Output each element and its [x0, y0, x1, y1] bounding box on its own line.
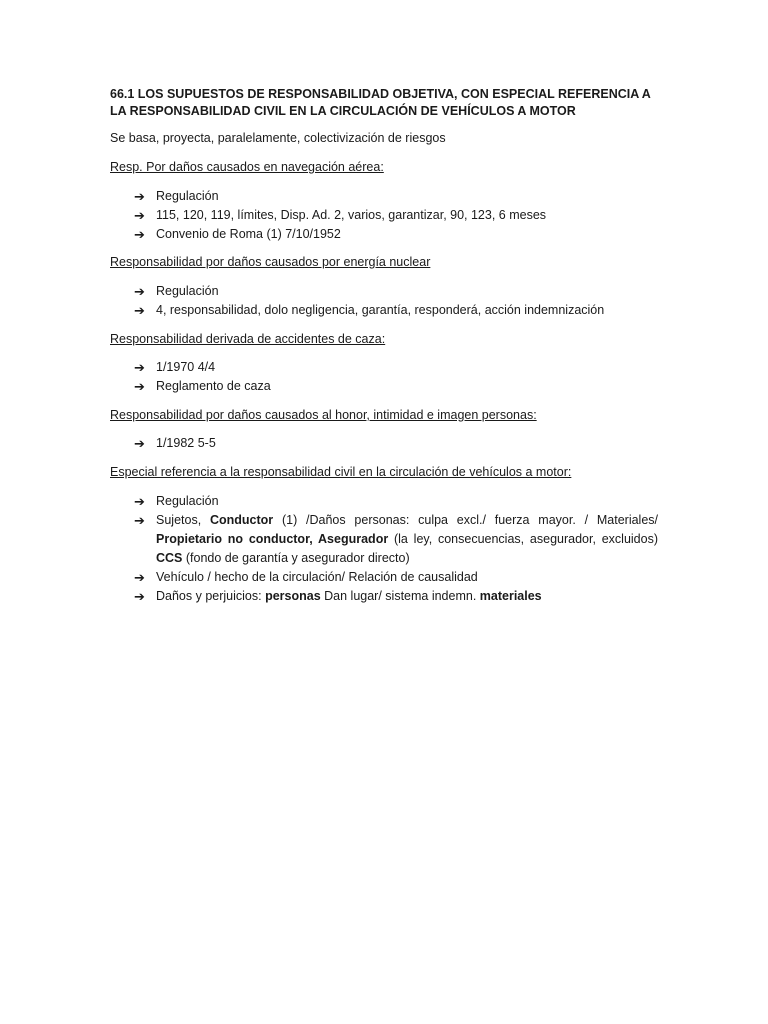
- list-item: ➔ 4, responsabilidad, dolo negligencia, garantía, responderá, acción indemnización: [134, 303, 605, 318]
- list-item-danos: ➔ Daños y perjuicios: personas Dan lugar/ sistema indemn. materiales: [134, 589, 542, 604]
- arrow-right-icon: ➔: [134, 303, 145, 318]
- document-title: 66.1 LOS SUPUESTOS DE RESPONSABILIDAD OBJETIVA, CON ESPECIAL REFERENCIA A LA RESPONSABILIDAD CIVIL EN LA CIRCULACIÓN DE VEHÍCULOS A MOTOR: [110, 87, 651, 118]
- arrow-right-icon: ➔: [134, 494, 145, 509]
- arrow-right-icon: ➔: [134, 360, 145, 375]
- arrow-right-icon: ➔: [134, 189, 145, 204]
- list-item: ➔ 1/1982 5-5: [134, 436, 216, 451]
- section-heading-aerea: Resp. Por daños causados en navegación aérea:: [110, 160, 384, 174]
- arrow-right-icon: ➔: [134, 570, 145, 585]
- arrow-right-icon: ➔: [134, 227, 145, 242]
- list-item: ➔ Regulación: [134, 284, 219, 299]
- intro-paragraph: Se basa, proyecta, paralelamente, colectivización de riesgos: [110, 131, 446, 145]
- arrow-right-icon: ➔: [134, 379, 145, 394]
- arrow-right-icon: ➔: [134, 589, 145, 604]
- list-item-sujetos: ➔ Sujetos, Conductor (1) /Daños personas: culpa excl./ fuerza mayor. / Materiales/ Propietario no conductor, Asegurador (la ley, consecuencias, asegurador, excluidos) CCS (fondo de garantía y asegurador directo): [134, 513, 659, 565]
- section-heading-caza: Responsabilidad derivada de accidentes de caza:: [110, 332, 386, 346]
- arrow-right-icon: ➔: [134, 208, 145, 223]
- list-honor: [134, 434, 658, 453]
- list-item: ➔ Vehículo / hecho de la circulación/ Relación de causalidad: [134, 570, 478, 585]
- list-item: ➔ Regulación: [134, 189, 219, 204]
- section-heading-vehiculos: Especial referencia a la responsabilidad civil en la circulación de vehículos a motor:: [110, 465, 572, 479]
- list-item: ➔ Convenio de Roma (1) 7/10/1952: [134, 227, 341, 242]
- list-item: ➔ Regulación: [134, 494, 219, 509]
- list-vehiculos: [134, 492, 658, 606]
- section-heading-honor: Responsabilidad por daños causados al honor, intimidad e imagen personas:: [110, 408, 537, 422]
- arrow-right-icon: ➔: [134, 284, 145, 299]
- arrow-right-icon: ➔: [134, 436, 145, 451]
- list-item: ➔ 1/1970 4/4: [134, 360, 216, 375]
- list-item: ➔ 115, 120, 119, límites, Disp. Ad. 2, varios, garantizar, 90, 123, 6 meses: [134, 208, 547, 223]
- list-nuclear: [134, 282, 658, 320]
- list-aerea: [134, 187, 658, 244]
- arrow-right-icon: ➔: [134, 513, 145, 528]
- section-heading-nuclear: Responsabilidad por daños causados por energía nuclear: [110, 255, 431, 269]
- list-item: ➔ Reglamento de caza: [134, 379, 271, 394]
- list-caza: [134, 358, 658, 396]
